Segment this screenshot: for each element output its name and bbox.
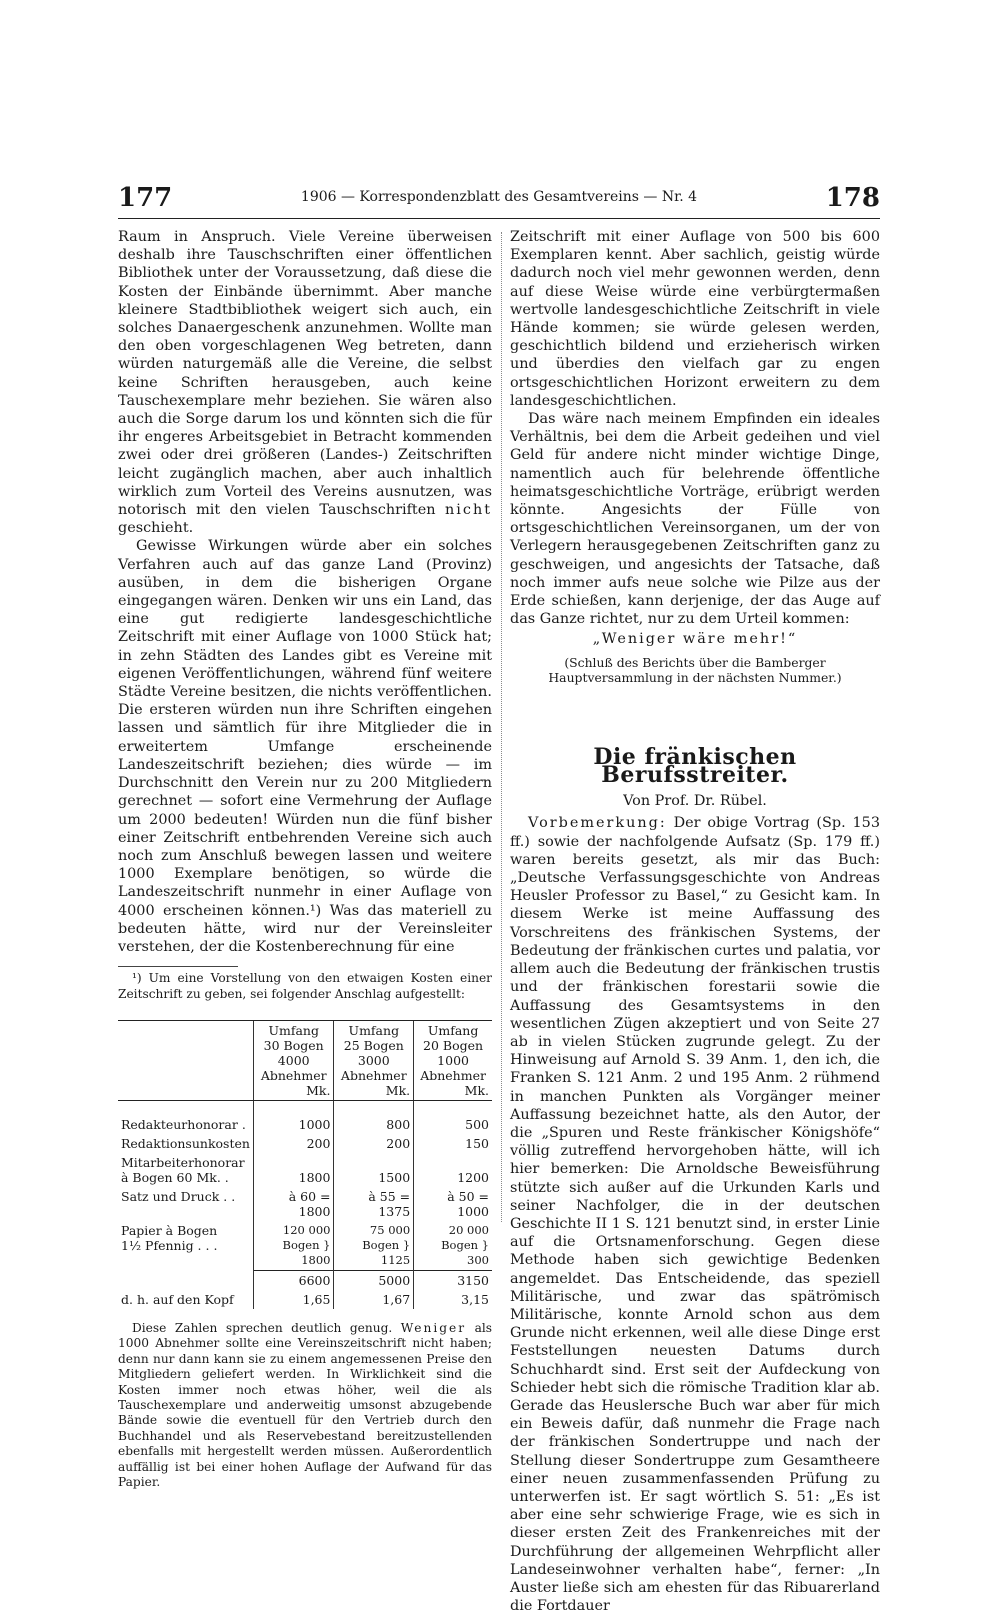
page-header xyxy=(118,183,880,213)
left-p1-end: geschieht. xyxy=(118,520,194,537)
left-paragraph-2: Gewisse Wirkungen würde aber ein solches Verfahren auch auf das ganze Land (Provinz) ausüben, in dem die bisherigen Organe eingegangen wären. Denken wir uns ein Land, das eine gut redigierte landesgeschichtliche Zeitschrift mit einer Auflage von 1000 Stück hat; in zehn Städten des Landes gibt es Vereine mit eigenen Veröffentlichungen, während fünf weitere Städte Vereine besitzen, die nichts veröffentlichen. Die ersteren würden nun ihre Schriften eingehen lassen und sämtlich für ihre Mitglieder die in erweitertem Umfange erscheinende Landeszeitschrift beziehen; dies würde — im Durchschnitt den Verein nur zu 200 Mitgliedern gerechnet — sofort eine Vermehrung der Auflage um 2000 bedeuten! Würden nun die fünf bisher einer Zeitschrift entbehrenden Vereine sich auch noch zum Anschluß bewegen lassen und weitere 1000 Exemplare benötigen, so würde die Landeszeitschrift nunmehr in einer Auflage von 4000 erscheinen können.¹) Was das materiell zu bedeuten hätte, wird nur der Vereinsleiter verstehen, der die Kostenberechnung für eine xyxy=(118,538,492,955)
right-paragraph-2: Das wäre nach meinem Empfinden ein ideales Verhältnis, bei dem die Arbeit gedeihen und viel Geld für andere nicht minder wichtige Dinge, namentlich auch für belehrende öffentliche heimatsgeschichtliche Vorträge, erübrigt werden könnte. Angesichts der Fülle von ortsgeschichtlichen Vereinsorganen, um der von Verlegern herausgegebenen Zeitschriften ganz zu geschweigen, und angesichts der Tatsache, daß noch immer aufs neue solche wie Pilze aus der Erde schießen, kann derjenige, der das Auge auf das Ganze richtet, nur zu dem Urteil kommen: xyxy=(510,411,880,628)
running-title: 1906 — Korrespondenzblatt des Gesamtvereins — Nr. 4 xyxy=(300,189,698,205)
left-paragraph-1 xyxy=(118,228,492,537)
table-header-col-3: Umfang 20 Bogen 1000 Abnehmer Mk. xyxy=(414,1020,492,1100)
table-header-blank xyxy=(118,1020,253,1100)
table-total-row: 6600 5000 3150 xyxy=(118,1270,492,1290)
table-row: Redakteurhonorar . 1000 800 500 xyxy=(121,1116,489,1132)
footnote xyxy=(118,966,492,1490)
article-title: Die fränkischen Berufsstreiter. xyxy=(593,743,797,789)
table-per-head-row: d. h. auf den Kopf 1,65 1,67 3,15 xyxy=(121,1291,489,1307)
cost-table xyxy=(118,1020,492,1309)
column-divider xyxy=(501,232,502,1222)
left-p1-emphasis: nicht xyxy=(445,502,492,519)
footnote-intro: ¹) Um eine Vorstellung von den etwaigen Kosten einer Zeitschrift zu geben, sei folgender Anschlag aufgestellt: xyxy=(118,971,492,1001)
right-paragraph-1: Zeitschrift mit einer Auflage von 500 bis 600 Exemplaren kennt. Aber sachlich, geistig würde dadurch noch viel mehr gewonnen werden, denn auf diese Weise würde eine verbürgtermaßen wertvolle landesgeschichtliche Zeitschrift in viele Hände kommen; sie würde gelesen werden, geschichtlich bildend und erzieherisch wirken und überdies den vielfach gar zu engen ortsgeschichtlichen Horizont erweitern zu dem landesgeschichtlichen. xyxy=(510,229,880,409)
table-row: Papier à Bogen 1½ Pfennig . . . 120 000 Bogen } 1800 75 000 Bogen } 1125 20 000 Bogen } 300 xyxy=(118,1221,492,1271)
header-rule xyxy=(118,218,880,219)
continuation-note: (Schluß des Berichts über die Bamberger Hauptversammlung in der nächsten Nummer.) xyxy=(548,654,842,686)
right-paragraph-3: Vorbemerkung: Der obige Vortrag (Sp. 153 ff.) sowie der nachfolgende Aufsatz (Sp. 179 ff.) waren bereits gesetzt, als mir das Buch: „Deutsche Verfassungsgeschichte von Andreas Heusler Professor zu Basel,“ zu Gesicht kam. In diesem Werke ist meine Auffassung des Vorschreitens des fränkischen Systems, der Bedeutung der fränkischen curtes und palatia, vor allem auch die Bedeutung der fränkischen trustis und der fränkischen forestarii sowie die Auffassung des Gesamtsystems in den wesentlichen Zügen akzeptiert und von Seite 27 ab in vielen Stücken zugrunde gelegt. Zu der Hinweisung auf Arnold S. 39 Anm. 1, den ich, die Franken S. 121 Anm. 2 und 195 Anm. 2 rühmend in manchen Punkten als Vorgänger meiner Auffassung bezeichnet hatte, als den Autor, der die „Spuren und Reste fränkischer Königshöfe“ völlig zutreffend hervorgehoben hätte, will ich hier bemerken: Die Arnoldsche Beweisführung stützte sich außer auf die Urkunden Karls und seiner Nachfolger, die in der deutschen Geschichte II 1 S. 121 benutzt sind, in erster Linie auf die Ortsnamenforschung. Gegen diese Methode haben sich gewichtige Bedenken angemeldet. Das Entscheidende, das speziell Militärische, und zwar das spätrömisch Militärische, konnte Arnold schon aus dem Grunde nicht erkennen, weil alle diese Dinge erst Feststellungen neuesten Datums durch Schuchhardt sind. Erst seit der Aufdeckung von Schieder hebt sich die römische Tradition klar ab. Gerade das Heuslersche Buch war aber für mich ein Beweis dafür, daß nunmehr die Frage nach der fränkischen Sondertruppe und nach der Stellung dieser Sondertruppe zum Gesamtheere einer neuen zusammenfassenden Prüfung zu unterwerfen ist. Er sagt wörtlich S. 51: „Es ist aber eine sehr schwierige Frage, wie es sich in dieser ersten Zeit des Frankenreiches mit der Durchführung der allgemeinen Wehrpflicht aller Landeseinwohner verhalten habe“, ferner: „In Auster ließe sich am ehesten für das Ribuarerland die Fortdauer xyxy=(510,815,880,1615)
right-column xyxy=(510,228,880,1615)
table-row: Mitarbeiterhonorar à Bogen 60 Mk. . 1800 1500 1200 xyxy=(121,1154,489,1185)
closing-quote: „Weniger wäre mehr!“ xyxy=(592,631,798,648)
left-column xyxy=(118,228,492,1490)
column-number-right: 178 xyxy=(825,183,880,213)
left-p1-text: Raum in Anspruch. Viele Vereine überweisen deshalb ihre Tauschschriften einer öffentlichen Bibliothek unter der Voraussetzung, daß diese die Kosten der Einbände übernimmt. Aber manche kleinere Stadtbibliothek weigert sich auch, ein solches Danaergeschenk anzunehmen. Wollte man den oben vorgeschlagenen Weg betreten, dann würden naturgemäß alle die Vereine, die selbst keine Schriften herausgeben, auch keine Tauschexemplare mehr beziehen. Sie wären also auch die Sorge darum los und könnten sich die für ihr engeres Arbeitsgebiet in Betracht kommenden zwei oder drei größeren (Landes-) Zeitschriften leicht zugänglich machen, aber auch inhaltlich wirklich zum Vorteil des Vereins ausnutzen, was notorisch mit den vielen Tauschschriften xyxy=(118,229,492,519)
table-header-row xyxy=(118,1020,492,1100)
footnote-conclusion: Diese Zahlen sprechen deutlich genug. Weniger als 1000 Abnehmer sollte eine Vereinszeitschrift nicht haben; denn nur dann kann sie zu einem angemessenen Preise den Mitgliedern geliefert werden. In Wirklichkeit sind die Kosten immer noch etwas höher, weil die als Tauschexemplare und anderweitig umsonst abzugebende Bände sowie die eventuell für den Vertrieb durch den Buchhandel und als Reservebestand bereitzustellenden ebenfalls mit hergestellt werden müssen. Außerordentlich auffällig ist bei einer hohen Auflage der Aufwand für das Papier. xyxy=(118,1320,493,1489)
table-header-col-1: Umfang 30 Bogen 4000 Abnehmer Mk. xyxy=(253,1020,334,1100)
table-header-col-2: Umfang 25 Bogen 3000 Abnehmer Mk. xyxy=(334,1020,414,1100)
article-author: Von Prof. Dr. Rübel. xyxy=(623,793,767,810)
footnote-rule xyxy=(118,966,238,967)
table-row: Redaktionsunkosten 200 200 150 xyxy=(121,1135,489,1151)
table-row: Satz und Druck . . à 60 = 1800 à 55 = 1375 à 50 = 1000 xyxy=(121,1188,489,1219)
column-number-left: 177 xyxy=(118,183,173,213)
